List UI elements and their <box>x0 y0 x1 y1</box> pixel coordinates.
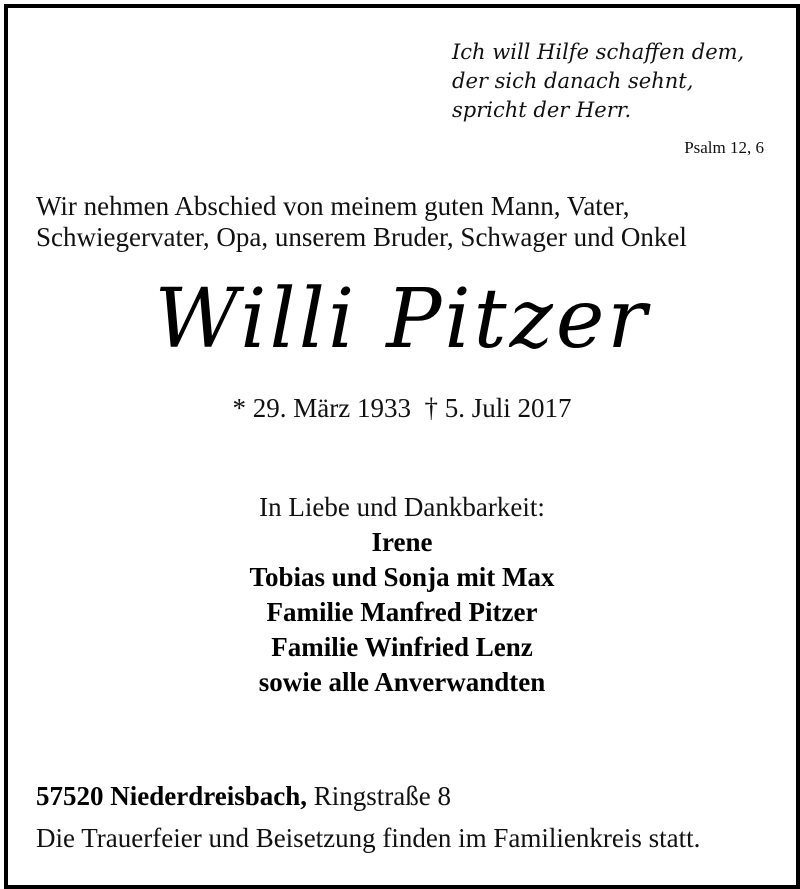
mourner-name: Tobias und Sonja mit Max <box>249 562 555 592</box>
mourner-name: Irene <box>371 527 433 557</box>
life-dates <box>8 393 796 424</box>
address-city: 57520 Niederdreisbach, <box>36 781 307 811</box>
deceased-name: Willi Pitzer <box>154 272 650 367</box>
intro-line: Wir nehmen Abschied von meinem guten Mann, Vater, <box>36 191 630 221</box>
quote-line: Ich will Hilfe schaffen dem, <box>452 40 745 64</box>
address-street: Ringstraße 8 <box>313 781 451 811</box>
address <box>36 781 451 812</box>
mourner-name: Familie Manfred Pitzer <box>266 597 538 627</box>
bible-quote <box>452 38 792 125</box>
intro-text <box>36 191 776 253</box>
obituary-notice <box>4 4 800 889</box>
intro-line: Schwiegervater, Opa, unserem Bruder, Schwager und Onkel <box>36 222 687 252</box>
funeral-notice: Die Trauerfeier und Beisetzung finden im Familienkreis statt. <box>36 823 701 853</box>
quote-line: der sich danach sehnt, <box>452 69 694 93</box>
birth-date: * 29. März 1933 <box>232 393 411 423</box>
mourners-list <box>8 490 796 700</box>
mourner-name: sowie alle Anverwandten <box>258 667 546 697</box>
death-date: † 5. Juli 2017 <box>424 393 572 423</box>
mourners-heading: In Liebe und Dankbarkeit: <box>259 492 545 522</box>
quote-line: spricht der Herr. <box>452 98 632 122</box>
mourner-name: Familie Winfried Lenz <box>271 632 533 662</box>
quote-source: Psalm 12, 6 <box>684 138 764 157</box>
